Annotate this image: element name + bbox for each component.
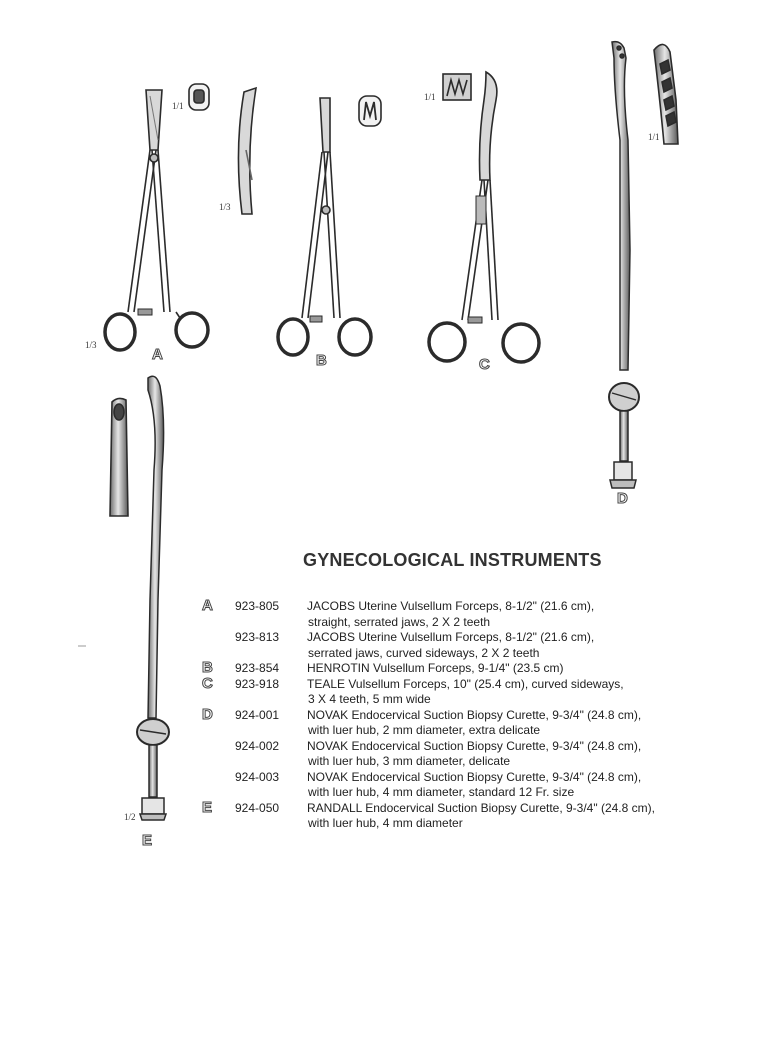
forceps-c-illustration <box>429 72 539 362</box>
scale-e-main: 1/2 <box>124 812 136 822</box>
page-title: GYNECOLOGICAL INSTRUMENTS <box>303 550 602 570</box>
description-line: serrated jaws, curved sideways, 2 X 2 teeth <box>308 645 540 660</box>
row-letter: A <box>202 597 213 614</box>
description-line: NOVAK Endocervical Suction Biopsy Curette, 9-3/4" (24.8 cm), <box>307 707 642 722</box>
description-line: NOVAK Endocervical Suction Biopsy Curette, 9-3/4" (24.8 cm), <box>307 769 642 784</box>
description-line: NOVAK Endocervical Suction Biopsy Curette, 9-3/4" (24.8 cm), <box>307 738 642 753</box>
description-line: 3 X 4 teeth, 5 mm wide <box>308 692 431 706</box>
catalog-description <box>307 599 700 630</box>
scale-c-tip: 1/1 <box>424 92 436 102</box>
catalog-number: 924-002 <box>235 738 280 753</box>
description-line: JACOBS Uterine Vulsellum Forceps, 8-1/2" (21.6 cm), <box>307 599 595 613</box>
row-letter: B <box>202 659 213 676</box>
forceps-a-tip-detail <box>189 84 209 110</box>
scale-a-curve: 1/3 <box>219 202 231 212</box>
catalog-number: 924-001 <box>235 707 280 722</box>
row-letter: E <box>202 798 213 816</box>
forceps-a-curved-detail <box>238 88 256 214</box>
scale-a-tip: 1/1 <box>172 101 184 111</box>
curette-d-tip-detail <box>654 44 678 144</box>
curette-e-illustration <box>137 376 169 820</box>
catalog-row <box>200 705 700 739</box>
figure-label-b: B <box>316 352 327 369</box>
catalog-description <box>307 708 700 739</box>
description-line: RANDALL Endocervical Suction Biopsy Curette, 9-3/4" (24.8 cm), <box>307 800 655 815</box>
catalog-number: 923-805 <box>235 599 280 613</box>
catalog-number: 924-003 <box>235 769 280 784</box>
catalog-row <box>200 798 700 832</box>
row-letter: C <box>202 674 213 692</box>
catalog-description <box>307 661 700 677</box>
figure-label-a: A <box>152 346 163 363</box>
catalog-row <box>200 674 700 708</box>
catalog-description <box>307 630 700 661</box>
catalog-row <box>200 739 700 770</box>
description-line: straight, serrated jaws, 2 X 2 teeth <box>308 614 491 629</box>
forceps-a-illustration <box>105 90 208 350</box>
figure-label-d: D <box>617 490 628 507</box>
catalog-list <box>200 599 700 832</box>
catalog-row <box>200 770 700 801</box>
description-line: JACOBS Uterine Vulsellum Forceps, 8-1/2" (21.6 cm), <box>307 630 595 644</box>
forceps-b-tip-detail <box>359 96 381 126</box>
catalog-description <box>307 677 700 708</box>
description-line: HENROTIN Vulsellum Forceps, 9-1/4" (23.5 cm) <box>307 661 564 675</box>
catalog-description <box>307 801 700 832</box>
curette-e-detail <box>110 398 128 516</box>
description-line: with luer hub, 3 mm diameter, delicate <box>308 754 511 768</box>
catalog-row <box>200 630 700 661</box>
scale-d-tip: 1/1 <box>648 132 660 142</box>
catalog-number: 923-813 <box>235 630 280 644</box>
description-line: with luer hub, 2 mm diameter, extra delicate <box>308 723 541 737</box>
catalog-row <box>200 599 700 630</box>
catalog-number: 924-050 <box>235 800 280 815</box>
catalog-number: 923-854 <box>235 661 280 675</box>
description-line: with luer hub, 4 mm diameter <box>308 816 463 830</box>
figure-label-c: C <box>479 356 490 373</box>
row-letter: D <box>202 705 213 723</box>
forceps-c-tip-detail <box>443 74 471 100</box>
description-line: TEALE Vulsellum Forceps, 10" (25.4 cm), curved sideways, <box>307 676 624 691</box>
catalog-description <box>307 739 700 770</box>
curette-d-illustration <box>609 42 639 488</box>
catalog-description <box>307 770 700 801</box>
catalog-row <box>200 661 700 677</box>
scale-a-main: 1/3 <box>85 340 97 350</box>
catalog-number: 923-918 <box>235 676 280 691</box>
description-line: with luer hub, 4 mm diameter, standard 12 Fr. size <box>308 785 575 799</box>
figure-label-e: E <box>142 832 153 849</box>
forceps-b-illustration <box>278 98 371 355</box>
